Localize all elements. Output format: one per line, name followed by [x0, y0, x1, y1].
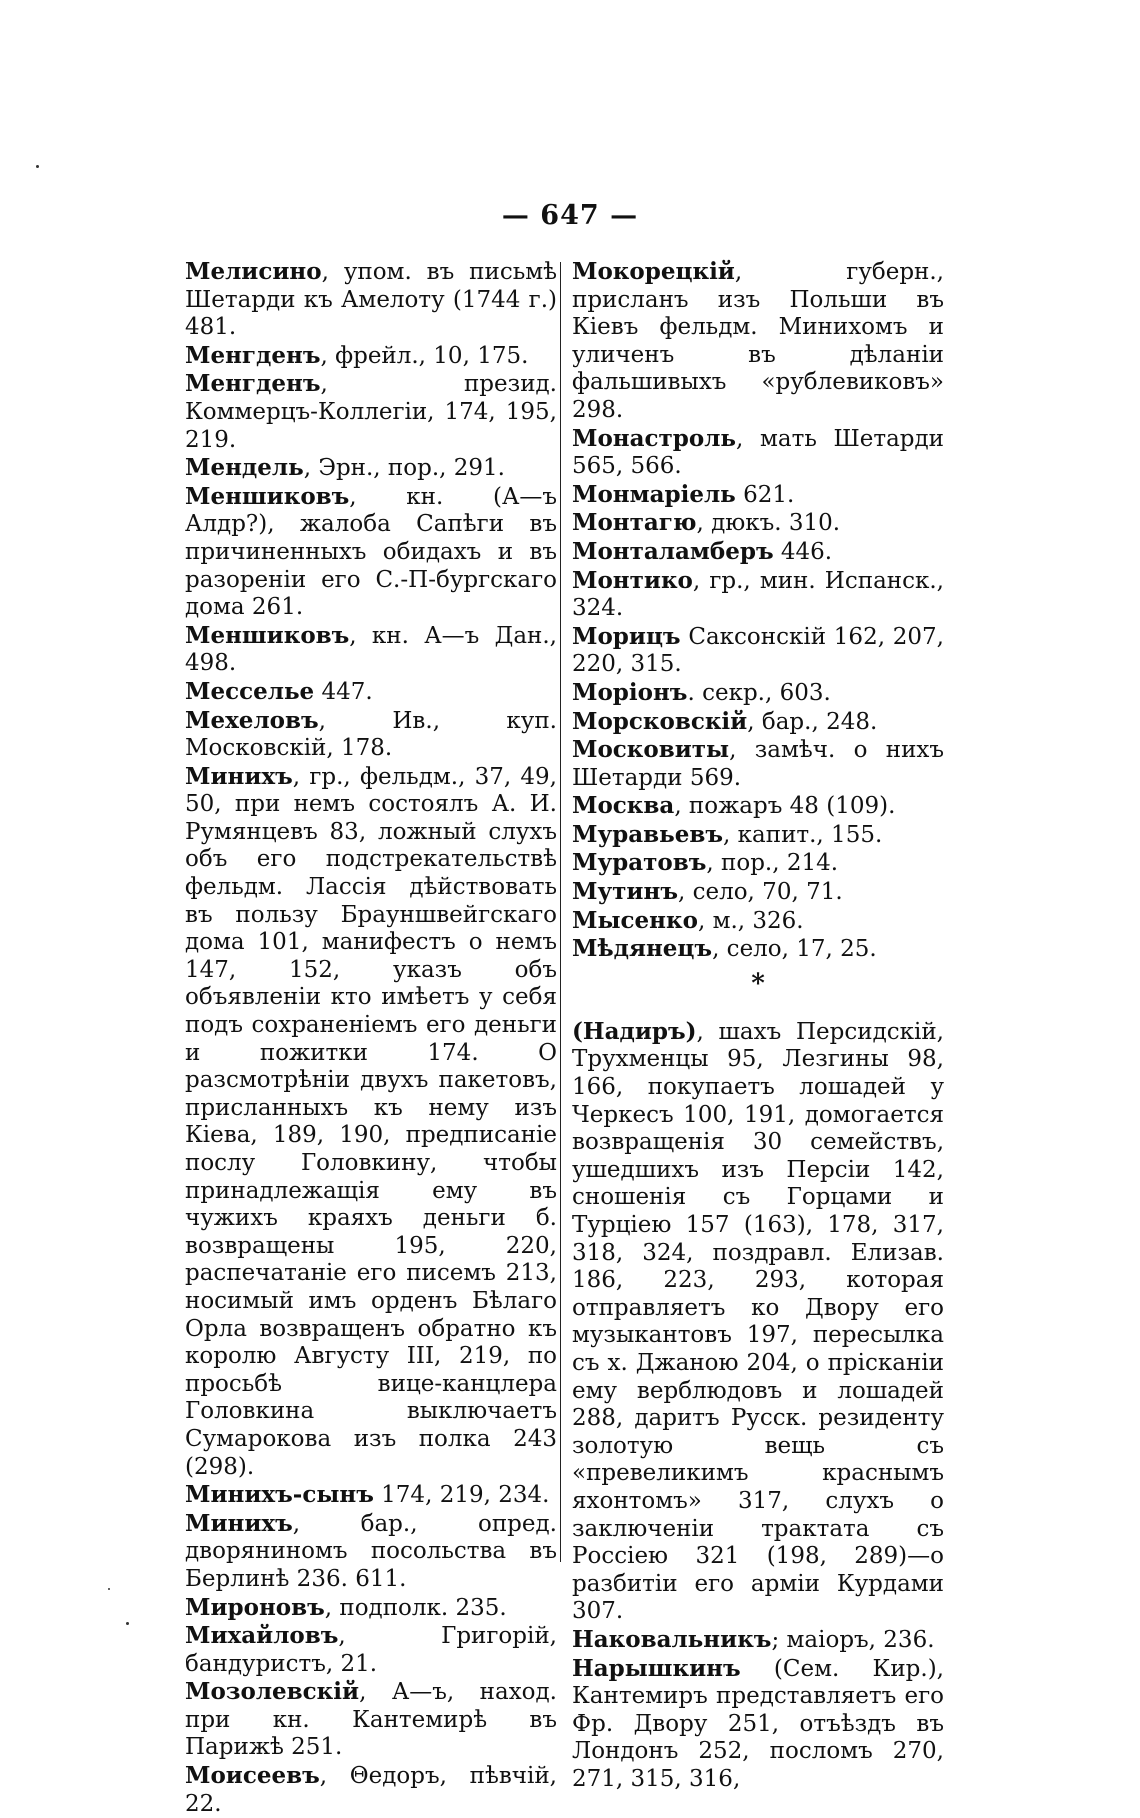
entry-text: , Ив., куп. Московскій, 178. — [185, 707, 557, 762]
entry-text: , дюкъ. 310. — [696, 510, 841, 537]
entry-text: , капит., 155. — [723, 821, 883, 848]
index-entry — [572, 1018, 944, 1626]
entry-text: , бар., опред. дворяниномъ посольства въ Берлинѣ 236. 611. — [185, 1510, 557, 1592]
entry-text: , презид. Коммерцъ-Коллегіи, 174, 195, 219. — [185, 371, 557, 453]
entry-text: 446. — [773, 538, 833, 565]
entry-headword: Моисеевъ — [185, 1762, 320, 1790]
entry-text: , Григорій, бандуристъ, 21. — [185, 1623, 557, 1677]
index-entry — [185, 678, 557, 707]
entry-text: , кн. (А—ъ Алдр?), жалоба Сапѣги въ причиненныхъ обидахъ и въ разореніи его С.-П-бургскаго дома 261. — [185, 483, 557, 621]
index-entry — [572, 878, 944, 907]
entry-headword: Мысенко — [572, 906, 698, 934]
entry-text: ; маіоръ, 236. — [771, 1626, 935, 1653]
entry-text: 447. — [314, 678, 373, 705]
entry-text: , пожаръ 48 (109). — [674, 793, 896, 820]
entry-headword: Мѣдянецъ — [572, 935, 713, 963]
entry-headword: Монмаріель — [572, 480, 736, 508]
index-entry — [572, 481, 944, 510]
entry-text: Саксонскій 162, 207, 220, 315. — [572, 623, 944, 678]
index-column-right — [572, 258, 944, 1793]
index-entry — [185, 1510, 557, 1594]
scan-speck — [108, 1588, 110, 1590]
entry-headword: Монталамберъ — [572, 537, 774, 565]
scan-speck — [36, 165, 39, 168]
index-entry — [185, 370, 557, 454]
entry-text: , бар., 248. — [747, 708, 878, 735]
entry-headword: Москва — [572, 792, 675, 820]
entry-text: , гр., фельдм., 37, 49, 50, при немъ состоялъ А. И. Румянцевъ 83, ложный слухъ объ его подстрекательствѣ фельдм. Лассія дѣйствовать въ пользу Брауншвейгскаго дома 101, манифестъ о немъ 147, 152, указъ объ объявленіи кто имѣетъ у себя подъ сохраненіемъ его деньги и пожитки 174. О разсмотрѣніи двухъ пакетовъ, присланныхъ къ нему изъ Кіева, 189, 190, предписаніе послу Головкину, чтобы принадлежащія ему въ чужихъ краяхъ деньги б. возвращены 195, 220, распечатаніе его писемъ 213, носимый имъ орденъ Бѣлаго Орла возвращенъ обратно къ королю Августу III, 219, по просьбѣ вице-канцлера Головкина выключаетъ Сумарокова изъ полка 243 (298). — [185, 763, 557, 1480]
index-entry — [572, 623, 944, 679]
entry-headword: Монтагю — [572, 509, 697, 537]
entry-headword: Мессельe — [185, 677, 315, 705]
entry-text: , Θедоръ, пѣвчій, 22. — [185, 1763, 557, 1817]
column-divider — [560, 262, 561, 1562]
entry-headword: Нарышкинъ — [572, 1654, 741, 1682]
index-entry — [572, 736, 944, 792]
entry-text: 621. — [735, 481, 795, 508]
index-entry — [572, 708, 944, 737]
index-entry — [572, 935, 944, 964]
entry-text: , фрейл., 10, 175. — [320, 342, 529, 369]
entry-headword: Менгденъ — [185, 370, 321, 398]
entry-text: , Эрн., пор., 291. — [303, 455, 505, 482]
index-entry — [572, 679, 944, 708]
entry-headword: Минихъ — [185, 1509, 293, 1537]
entry-headword: Московиты — [572, 736, 730, 764]
entry-text: , А—ъ, наход. при кн. Кантемирѣ въ Парижѣ 251. — [185, 1679, 557, 1761]
index-entry — [185, 454, 557, 483]
scan-speck — [126, 1622, 129, 1625]
entry-headword: Муратовъ — [572, 849, 707, 877]
index-entry — [572, 567, 944, 623]
index-entry — [185, 342, 557, 371]
entry-headword: Меншиковъ — [185, 482, 350, 510]
entry-headword: Мехеловъ — [185, 706, 319, 734]
entry-text: , упом. въ письмѣ Шетарди къ Амелоту (1744 г.) 481. — [185, 259, 557, 341]
index-entry — [572, 1655, 944, 1794]
entry-headword: Морицъ — [572, 622, 681, 650]
page-number: — 647 — — [501, 200, 639, 231]
entry-text: , село, 70, 71. — [677, 879, 843, 906]
entry-text: 174, 219, 234. — [373, 1482, 550, 1509]
index-entry — [572, 792, 944, 821]
index-entry — [572, 1626, 944, 1655]
index-entry — [185, 483, 557, 622]
section-separator: * — [751, 968, 765, 999]
entry-headword: Мироновъ — [185, 1593, 325, 1621]
index-entry — [185, 1762, 557, 1818]
entry-text: , кн. А—ъ Дан., 498. — [185, 622, 557, 677]
entry-headword: Мутинъ — [572, 878, 678, 906]
entry-text: (Сем. Кир.), Кантемиръ представляетъ его Фр. Двору 251, отъѣздъ въ Лондонъ 252, посломъ 270, 271, 315, 316, — [572, 1655, 944, 1792]
entry-text: , губерн., присланъ изъ Польши въ Кіевъ фельдм. Минихомъ и уличенъ въ дѣланіи фальшивыхъ «рублевиковъ» 298. — [572, 259, 944, 423]
entry-headword: Мокорецкій — [572, 258, 735, 285]
index-entry — [185, 1622, 557, 1678]
entry-headword: Монастроль — [572, 424, 737, 452]
index-entry — [185, 1594, 557, 1623]
index-entry — [185, 258, 557, 342]
index-column-left — [185, 258, 557, 1818]
index-entry — [185, 1678, 557, 1762]
entry-text: , гр., мин. Испанск., 324. — [572, 567, 944, 622]
section-gap — [572, 1004, 944, 1018]
entry-text: . секр., 603. — [687, 679, 831, 706]
index-entry — [572, 258, 944, 425]
entry-headword: Минихъ-сынъ — [185, 1481, 374, 1509]
index-entry — [572, 849, 944, 878]
entry-headword: Муравьевъ — [572, 820, 724, 848]
index-entry — [185, 707, 557, 763]
index-entry — [572, 425, 944, 481]
entry-headword: (Надиръ) — [572, 1017, 697, 1045]
index-entry — [572, 821, 944, 850]
index-entry — [572, 538, 944, 567]
entry-text: , шахъ Персидскій, Трухменцы 95, Лезгины 98, 166, покупаетъ лошадей у Черкесъ 100, 191, домогается возвращенія 30 семействъ, ушедшихъ изъ Персіи 142, сношенія съ Горцами и Турціею 157 (163), 178, 317, 318, 324, поздравл. Елизав. 186, 223, 293, которая отправляетъ ко Двору его музыкантовъ 197, пересылка съ х. Джаною 204, о прісканіи ему верблюдовъ и лошадей 288, даритъ Русск. резиденту золотую вещь съ «превеликимъ краснымъ яхонтомъ» 317, слухъ о заключеніи трактата съ Россіею 321 (198, 289)—о разбитіи его арміи Курдами 307. — [572, 1018, 944, 1625]
entry-headword: Минихъ — [185, 762, 293, 790]
entry-text: , м., 326. — [697, 907, 804, 934]
entry-headword: Наковальникъ — [572, 1625, 772, 1653]
index-entry — [185, 1481, 557, 1510]
entry-text: , пор., 214. — [706, 850, 839, 877]
entry-headword: Монтико — [572, 566, 693, 594]
entry-headword: Мелисино — [185, 258, 322, 285]
entry-headword: Мендель — [185, 454, 304, 482]
index-entry — [185, 763, 557, 1481]
entry-headword: Морсковскій — [572, 707, 748, 735]
entry-headword: Моріонъ — [572, 678, 688, 706]
entry-headword: Меншиковъ — [185, 621, 350, 649]
entry-headword: Михайловъ — [185, 1622, 339, 1650]
index-entry — [572, 907, 944, 936]
entry-text: , село, 17, 25. — [712, 936, 877, 963]
entry-text: , подполк. 235. — [324, 1594, 507, 1621]
entry-text: , мать Шетарди 565, 566. — [572, 425, 944, 480]
index-entry — [185, 622, 557, 678]
entry-headword: Мозолевскій — [185, 1678, 360, 1706]
index-entry — [572, 509, 944, 538]
entry-headword: Менгденъ — [185, 341, 321, 369]
entry-text: , замѣч. о нихъ Шетарди 569. — [572, 737, 944, 791]
